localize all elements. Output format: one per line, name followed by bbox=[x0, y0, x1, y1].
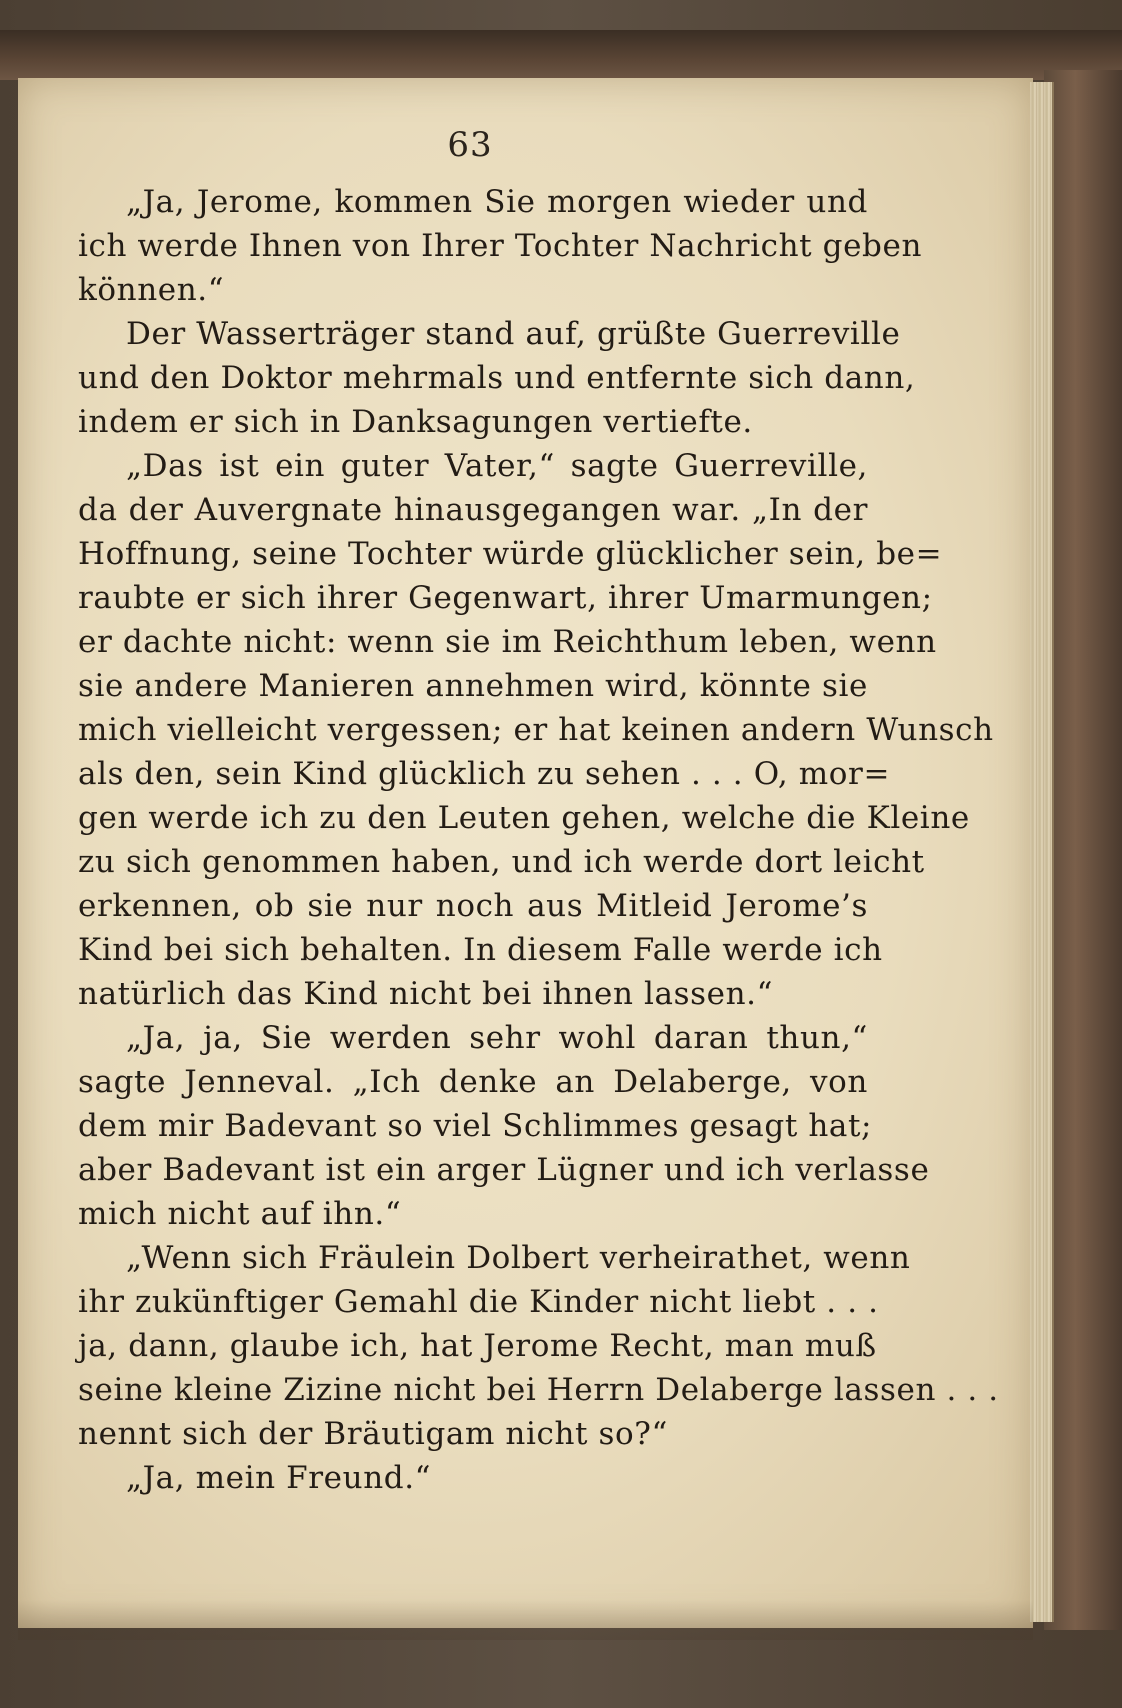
text-line: Hoffnung, seine Tochter würde glücklicher sein, be= bbox=[78, 536, 943, 572]
page-bottom-shadow bbox=[18, 1600, 1033, 1640]
page-text-block bbox=[78, 180, 999, 1500]
text-line: nennt sich der Bräutigam nicht so?“ bbox=[78, 1416, 668, 1452]
text-line: „Ja, mein Freund.“ bbox=[126, 1460, 432, 1496]
text-line: ich werde Ihnen von Ihrer Tochter Nachricht geben bbox=[78, 228, 923, 264]
text-line: sie andere Manieren annehmen wird, könnte sie bbox=[78, 668, 868, 704]
text-line: „Ja, Jerome, kommen Sie morgen wieder und bbox=[126, 184, 868, 220]
text-line: „Das ist ein guter Vater,“ sagte Guerreville, bbox=[126, 448, 868, 484]
book-cover-top-edge bbox=[0, 30, 1122, 80]
text-line: ihr zukünftiger Gemahl die Kinder nicht liebt . . . bbox=[78, 1284, 879, 1320]
text-line: „Wenn sich Fräulein Dolbert verheirathet, wenn bbox=[126, 1240, 911, 1276]
text-line: sagte Jenneval. „Ich denke an Delaberge, von bbox=[78, 1064, 868, 1100]
text-line: erkennen, ob sie nur noch aus Mitleid Jerome’s bbox=[78, 888, 868, 924]
text-line: dem mir Badevant so viel Schlimmes gesagt hat; bbox=[78, 1108, 873, 1144]
text-line: aber Badevant ist ein arger Lügner und ich verlasse bbox=[78, 1152, 930, 1188]
text-line: natürlich das Kind nicht bei ihnen lassen.“ bbox=[78, 976, 774, 1012]
text-line: er dachte nicht: wenn sie im Reichthum leben, wenn bbox=[78, 624, 937, 660]
text-line: da der Auvergnate hinausgegangen war. „In der bbox=[78, 492, 868, 528]
text-line: gen werde ich zu den Leuten gehen, welche die Kleine bbox=[78, 800, 970, 836]
text-line: „Ja, ja, Sie werden sehr wohl daran thun,“ bbox=[126, 1020, 868, 1056]
text-line: raubte er sich ihrer Gegenwart, ihrer Umarmungen; bbox=[78, 580, 933, 616]
text-line: Der Wasserträger stand auf, grüßte Guerreville bbox=[126, 316, 901, 352]
text-line: zu sich genommen haben, und ich werde dort leicht bbox=[78, 844, 925, 880]
book-cover-right-edge bbox=[1044, 70, 1122, 1630]
text-line: ja, dann, glaube ich, hat Jerome Recht, man muß bbox=[78, 1328, 877, 1364]
page-stack-edges bbox=[1030, 82, 1054, 1622]
text-line: Kind bei sich behalten. In diesem Falle werde ich bbox=[78, 932, 883, 968]
text-line: als den, sein Kind glücklich zu sehen . . . O, mor= bbox=[78, 756, 891, 792]
text-line: seine kleine Zizine nicht bei Herrn Delaberge lassen . . . bbox=[78, 1372, 999, 1408]
text-line: indem er sich in Danksagungen vertiefte. bbox=[78, 404, 753, 440]
text-line: und den Doktor mehrmals und entfernte sich dann, bbox=[78, 360, 916, 396]
text-line: können.“ bbox=[78, 272, 225, 308]
text-line: mich nicht auf ihn.“ bbox=[78, 1196, 402, 1232]
page-number: 63 bbox=[447, 125, 493, 165]
text-line: mich vielleicht vergessen; er hat keinen andern Wunsch bbox=[78, 712, 994, 748]
